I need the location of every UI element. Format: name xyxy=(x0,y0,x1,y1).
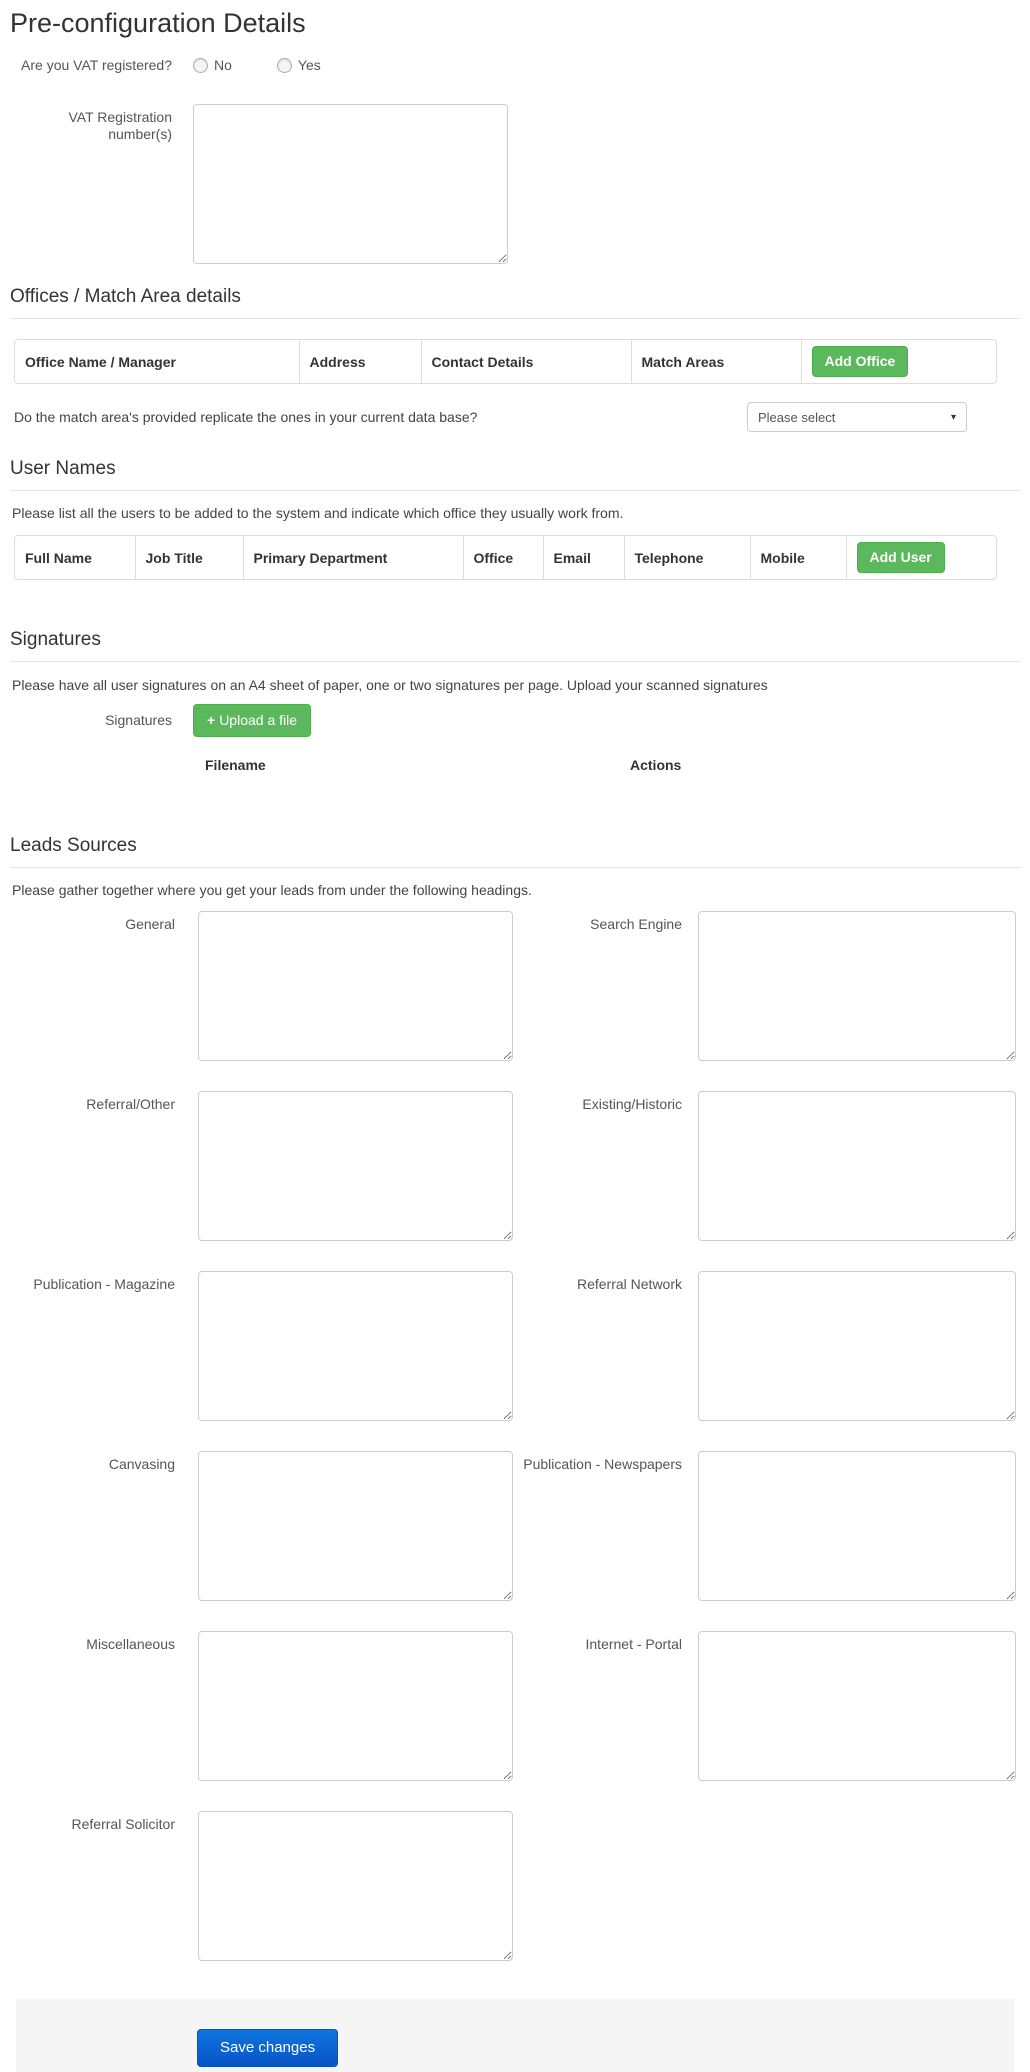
vat-registration-label: VAT Registration number(s) xyxy=(68,109,172,142)
general-label: General xyxy=(125,916,175,932)
radio-yes-icon[interactable] xyxy=(277,58,292,73)
offices-col-contact-details: Contact Details xyxy=(421,340,631,383)
match-area-question-row xyxy=(14,402,967,432)
leads-general-textarea[interactable] xyxy=(198,911,513,1061)
lead-field-referral-solicitor xyxy=(0,1811,513,1961)
leads-section-heading: Leads Sources xyxy=(10,835,1020,868)
canvasing-label: Canvasing xyxy=(108,1456,175,1472)
lead-field-publication-newspapers xyxy=(517,1451,1016,1601)
leads-existing-historic-textarea[interactable] xyxy=(698,1091,1016,1241)
leads-row-3 xyxy=(0,1271,1030,1421)
actions-column-header: Actions xyxy=(630,757,682,773)
users-col-telephone: Telephone xyxy=(624,536,750,579)
offices-col-address: Address xyxy=(299,340,421,383)
leads-row-1 xyxy=(0,911,1030,1061)
leads-referral-solicitor-textarea[interactable] xyxy=(198,1811,513,1961)
offices-col-match-areas: Match Areas xyxy=(631,340,801,383)
radio-yes-label: Yes xyxy=(297,57,321,73)
referral-network-label: Referral Network xyxy=(576,1276,682,1292)
signature-files-header-row xyxy=(205,757,1030,773)
leads-row-2 xyxy=(0,1091,1030,1241)
users-table-header-row xyxy=(15,536,996,579)
publication-magazine-label: Publication - Magazine xyxy=(33,1276,175,1292)
existing-historic-label: Existing/Historic xyxy=(582,1096,682,1112)
miscellaneous-label: Miscellaneous xyxy=(86,1636,175,1652)
lead-field-miscellaneous xyxy=(0,1631,513,1781)
leads-canvasing-textarea[interactable] xyxy=(198,1451,513,1601)
leads-fields xyxy=(0,911,1030,1991)
form-actions-footer xyxy=(16,1999,1014,2072)
internet-portal-label: Internet - Portal xyxy=(585,1636,682,1652)
add-office-button[interactable]: Add Office xyxy=(812,346,909,377)
leads-publication-magazine-textarea[interactable] xyxy=(198,1271,513,1421)
leads-referral-network-textarea[interactable] xyxy=(698,1271,1016,1421)
save-changes-button[interactable]: Save changes xyxy=(197,2029,338,2067)
plus-icon: + xyxy=(207,712,216,728)
lead-field-internet-portal xyxy=(517,1631,1016,1781)
lead-field-publication-magazine xyxy=(0,1271,513,1421)
users-col-full-name: Full Name xyxy=(25,549,92,566)
users-instruction: Please list all the users to be added to the system and indicate which office they usually work from. xyxy=(12,505,624,521)
offices-col-office-name: Office Name / Manager xyxy=(25,353,176,370)
users-button-cell xyxy=(846,536,996,579)
lead-field-canvasing xyxy=(0,1451,513,1601)
vat-registered-row xyxy=(0,55,1030,74)
offices-button-cell xyxy=(801,340,996,383)
leads-row-4 xyxy=(0,1451,1030,1601)
signatures-upload-row xyxy=(0,704,1030,737)
page-title: Pre-configuration Details xyxy=(10,8,306,38)
upload-file-button[interactable] xyxy=(193,704,311,737)
users-col-primary-department: Primary Department xyxy=(243,536,463,579)
lead-field-existing-historic xyxy=(517,1091,1016,1241)
users-section-heading: User Names xyxy=(10,458,1020,491)
add-user-button[interactable]: Add User xyxy=(857,542,945,573)
signatures-instruction: Please have all user signatures on an A4 sheet of paper, one or two signatures per page. Upload your scanned signatures xyxy=(12,677,768,693)
lead-field-referral-network xyxy=(517,1271,1016,1421)
leads-referral-other-textarea[interactable] xyxy=(198,1091,513,1241)
referral-solicitor-label: Referral Solicitor xyxy=(71,1816,175,1832)
chevron-down-icon: ▾ xyxy=(950,411,956,423)
users-col-email: Email xyxy=(543,536,624,579)
match-area-question: Do the match area's provided replicate the ones in your current data base? xyxy=(14,409,478,425)
vat-option-yes[interactable] xyxy=(277,57,321,73)
signatures-field-label: Signatures xyxy=(105,712,172,728)
publication-newspapers-label: Publication - Newspapers xyxy=(523,1456,682,1472)
users-table xyxy=(14,535,997,580)
vat-radio-group xyxy=(193,55,321,73)
lead-field-general xyxy=(0,911,513,1061)
radio-no-icon[interactable] xyxy=(193,58,208,73)
lead-field-referral-other xyxy=(0,1091,513,1241)
upload-file-label: Upload a file xyxy=(219,712,298,728)
filename-column-header: Filename xyxy=(205,757,266,773)
search-engine-label: Search Engine xyxy=(590,916,682,932)
leads-search-engine-textarea[interactable] xyxy=(698,911,1016,1061)
users-col-job-title: Job Title xyxy=(135,536,243,579)
leads-publication-newspapers-textarea[interactable] xyxy=(698,1451,1016,1601)
leads-instruction: Please gather together where you get your leads from under the following headings. xyxy=(12,882,532,898)
match-area-select[interactable] xyxy=(747,402,967,432)
referral-other-label: Referral/Other xyxy=(86,1096,175,1112)
users-col-mobile: Mobile xyxy=(750,536,846,579)
leads-internet-portal-textarea[interactable] xyxy=(698,1631,1016,1781)
leads-row-6 xyxy=(0,1811,1030,1961)
users-col-office: Office xyxy=(463,536,543,579)
signatures-section-heading: Signatures xyxy=(10,629,1020,662)
leads-miscellaneous-textarea[interactable] xyxy=(198,1631,513,1781)
lead-field-search-engine xyxy=(517,911,1016,1061)
leads-row-5 xyxy=(0,1631,1030,1781)
vat-registration-row xyxy=(0,104,1030,264)
vat-option-no[interactable] xyxy=(193,57,232,73)
offices-section-heading: Offices / Match Area details xyxy=(10,286,1020,319)
radio-no-label: No xyxy=(214,57,232,73)
vat-registration-textarea[interactable] xyxy=(193,104,508,264)
offices-table-header-row xyxy=(15,340,996,383)
vat-question-label: Are you VAT registered? xyxy=(21,57,172,73)
match-area-select-value: Please select xyxy=(758,409,836,425)
offices-table xyxy=(14,339,997,384)
